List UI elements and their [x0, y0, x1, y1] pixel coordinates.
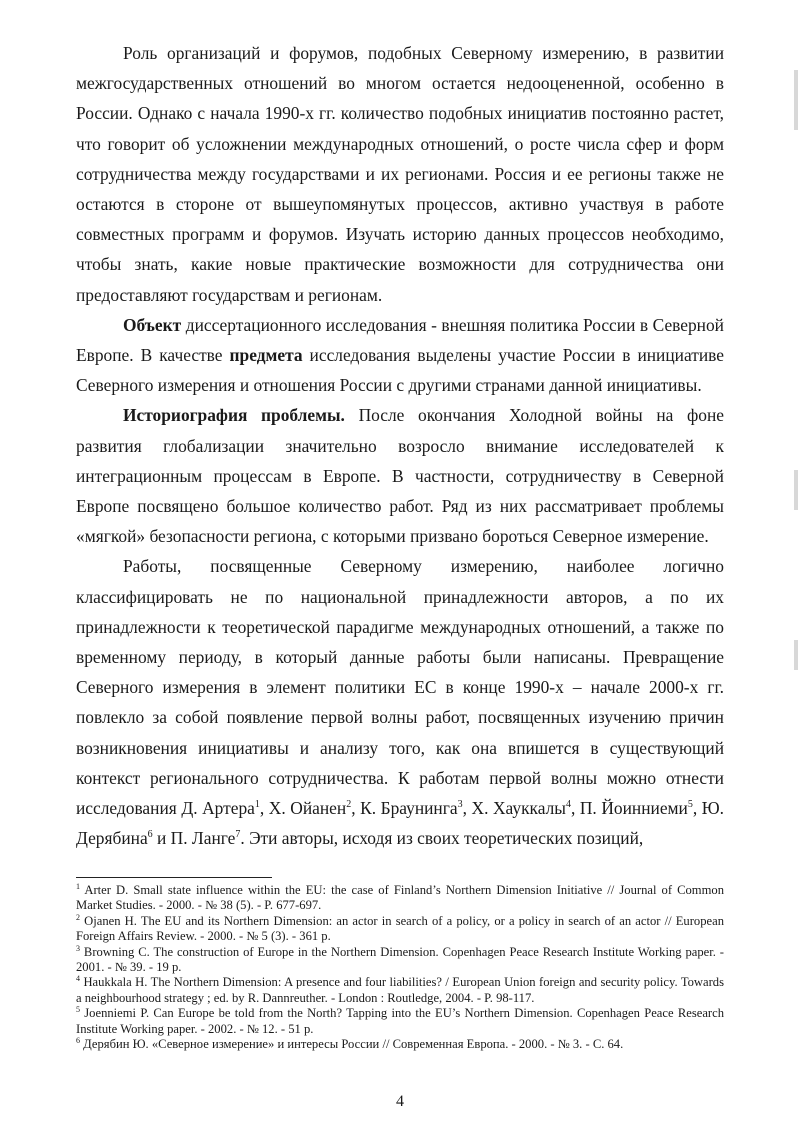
- paragraph: [76, 400, 724, 551]
- footnote-text: Arter D. Small state influence within the EU: the case of Finland’s Northern Dimension Initiative // Journal of Common Market Studies. - 2000. - № 38 (5). - P. 677-697.: [76, 883, 724, 913]
- footnote-separator: [76, 877, 272, 878]
- text-run: , К. Браунинга: [351, 798, 458, 819]
- footnotes: [76, 883, 724, 1052]
- footnote: [76, 945, 724, 976]
- paragraph: [76, 551, 724, 853]
- page-number: 4: [396, 1093, 404, 1110]
- footnote-number: 1: [76, 881, 80, 891]
- footnote-ref: 6: [147, 829, 153, 841]
- body-text: [76, 38, 724, 853]
- scan-edge-mark: [794, 470, 798, 510]
- paragraph: [76, 310, 724, 401]
- footnote-ref: 7: [235, 829, 241, 841]
- text-run: , Ю. Дерябина: [76, 798, 724, 849]
- footnote-ref: 2: [346, 799, 352, 811]
- text-run: , Х. Хауккалы: [462, 798, 566, 819]
- text-run: исследования выделены участие России в инициативе Северного измерения и отношения России с другими странами данной инициативы.: [76, 345, 724, 396]
- footnote-text: Haukkala H. The Northern Dimension: A presence and four liabilities? / European Union foreign and security policy. Towards a neighbourhood strategy ; ed. by R. Dannreuther. - London : Routledge, 2004. - P. 98-117.: [76, 975, 724, 1005]
- text-run: Роль организаций и форумов, подобных Северному измерению, в развитии межгосударственных отношений во многом остается недооцененной, особенно в России. Однако с начала 1990-х гг. количество подобных инициатив постоянно растет, что говорит об усложнении международных отношений, о росте числа сфер и форм сотрудничества между государствами и их регионами. Россия и ее регионы также не остаются в стороне от вышеупомянутых процессов, активно участвуя в работе совместных программ и форумов. Изучать историю данных процессов необходимо, чтобы знать, какие новые практические возможности для сотрудничества они предоставляют государствам и регионам.: [76, 43, 724, 305]
- footnote-ref: 3: [457, 799, 463, 811]
- footnote-text: Browning C. The construction of Europe in the Northern Dimension. Copenhagen Peace Research Institute Working paper. - 2001. - № 39. - 19 p.: [76, 944, 724, 975]
- bold-term: Объект: [123, 314, 182, 335]
- footnote-ref: 4: [565, 799, 571, 811]
- text-run: , П. Йоинниеми: [570, 798, 688, 819]
- footnote: [76, 883, 724, 914]
- footnote: [76, 914, 724, 945]
- footnote-number: 6: [76, 1035, 80, 1045]
- text-run: диссертационного исследования - внешняя политика России в Северной Европе. В качестве: [76, 314, 724, 366]
- text-run: Работы, посвященные Северному измерению, наиболее логично классифицировать не по национальной принадлежности авторов, а по их принадлежности к теоретической парадигме международных отношений, а также по временному периоду, в который данные работы были написаны. Превращение Северного измерения в элемент политики ЕС в конце 1990-х – начале 2000-х гг. повлекло за собой появление первой волны работ, посвященных изучению причин возникновения инициативы и анализу того, как она впишется в существующий контекст регионального сотрудничества. К работам первой волны можно отнести исследования Д. Артера: [76, 556, 724, 819]
- text-run: . Эти авторы, исходя из своих теоретических позиций,: [240, 828, 644, 849]
- footnote-text: Ojanen H. The EU and its Northern Dimension: an actor in search of a policy, or a policy in search of an actor // European Foreign Affairs Review. - 2000. - № 5 (3). - 361 p.: [76, 913, 724, 944]
- footnote-text: Joenniemi P. Can Europe be told from the North? Tapping into the EU’s Northern Dimension. Copenhagen Peace Research Institute Working paper. - 2002. - № 12. - 51 p.: [76, 1006, 724, 1036]
- footnote: [76, 1037, 724, 1052]
- text-run: После окончания Холодной войны на фоне развития глобализации значительно возросло внимание исследователей к интеграционным процессам в Европе. В частности, сотрудничеству в Северной Европе посвящено большое количество работ. Ряд из них рассматривает проблемы «мягкой» безопасности региона, с которыми призвано бороться Северное измерение.: [76, 405, 724, 547]
- scan-edge-mark: [794, 640, 798, 670]
- footnote-number: 5: [76, 1005, 80, 1015]
- bold-term: предмета: [229, 345, 303, 366]
- footnote-ref: 1: [254, 799, 260, 811]
- bold-term: Историография проблемы.: [123, 405, 345, 426]
- footnote-number: 4: [76, 974, 80, 984]
- scan-edge-mark: [794, 70, 798, 130]
- footnote: [76, 1006, 724, 1037]
- footnote-text: Дерябин Ю. «Северное измерение» и интересы России // Современная Европа. - 2000. - № 3. - С. 64.: [80, 1037, 624, 1052]
- footnote: [76, 975, 724, 1006]
- footnote-number: 2: [76, 912, 80, 922]
- footnote-ref: 5: [687, 799, 693, 811]
- text-run: , Х. Ойанен: [259, 798, 347, 819]
- paragraph: [76, 38, 724, 310]
- footnote-number: 3: [76, 943, 80, 953]
- text-run: и П. Ланге: [152, 828, 236, 849]
